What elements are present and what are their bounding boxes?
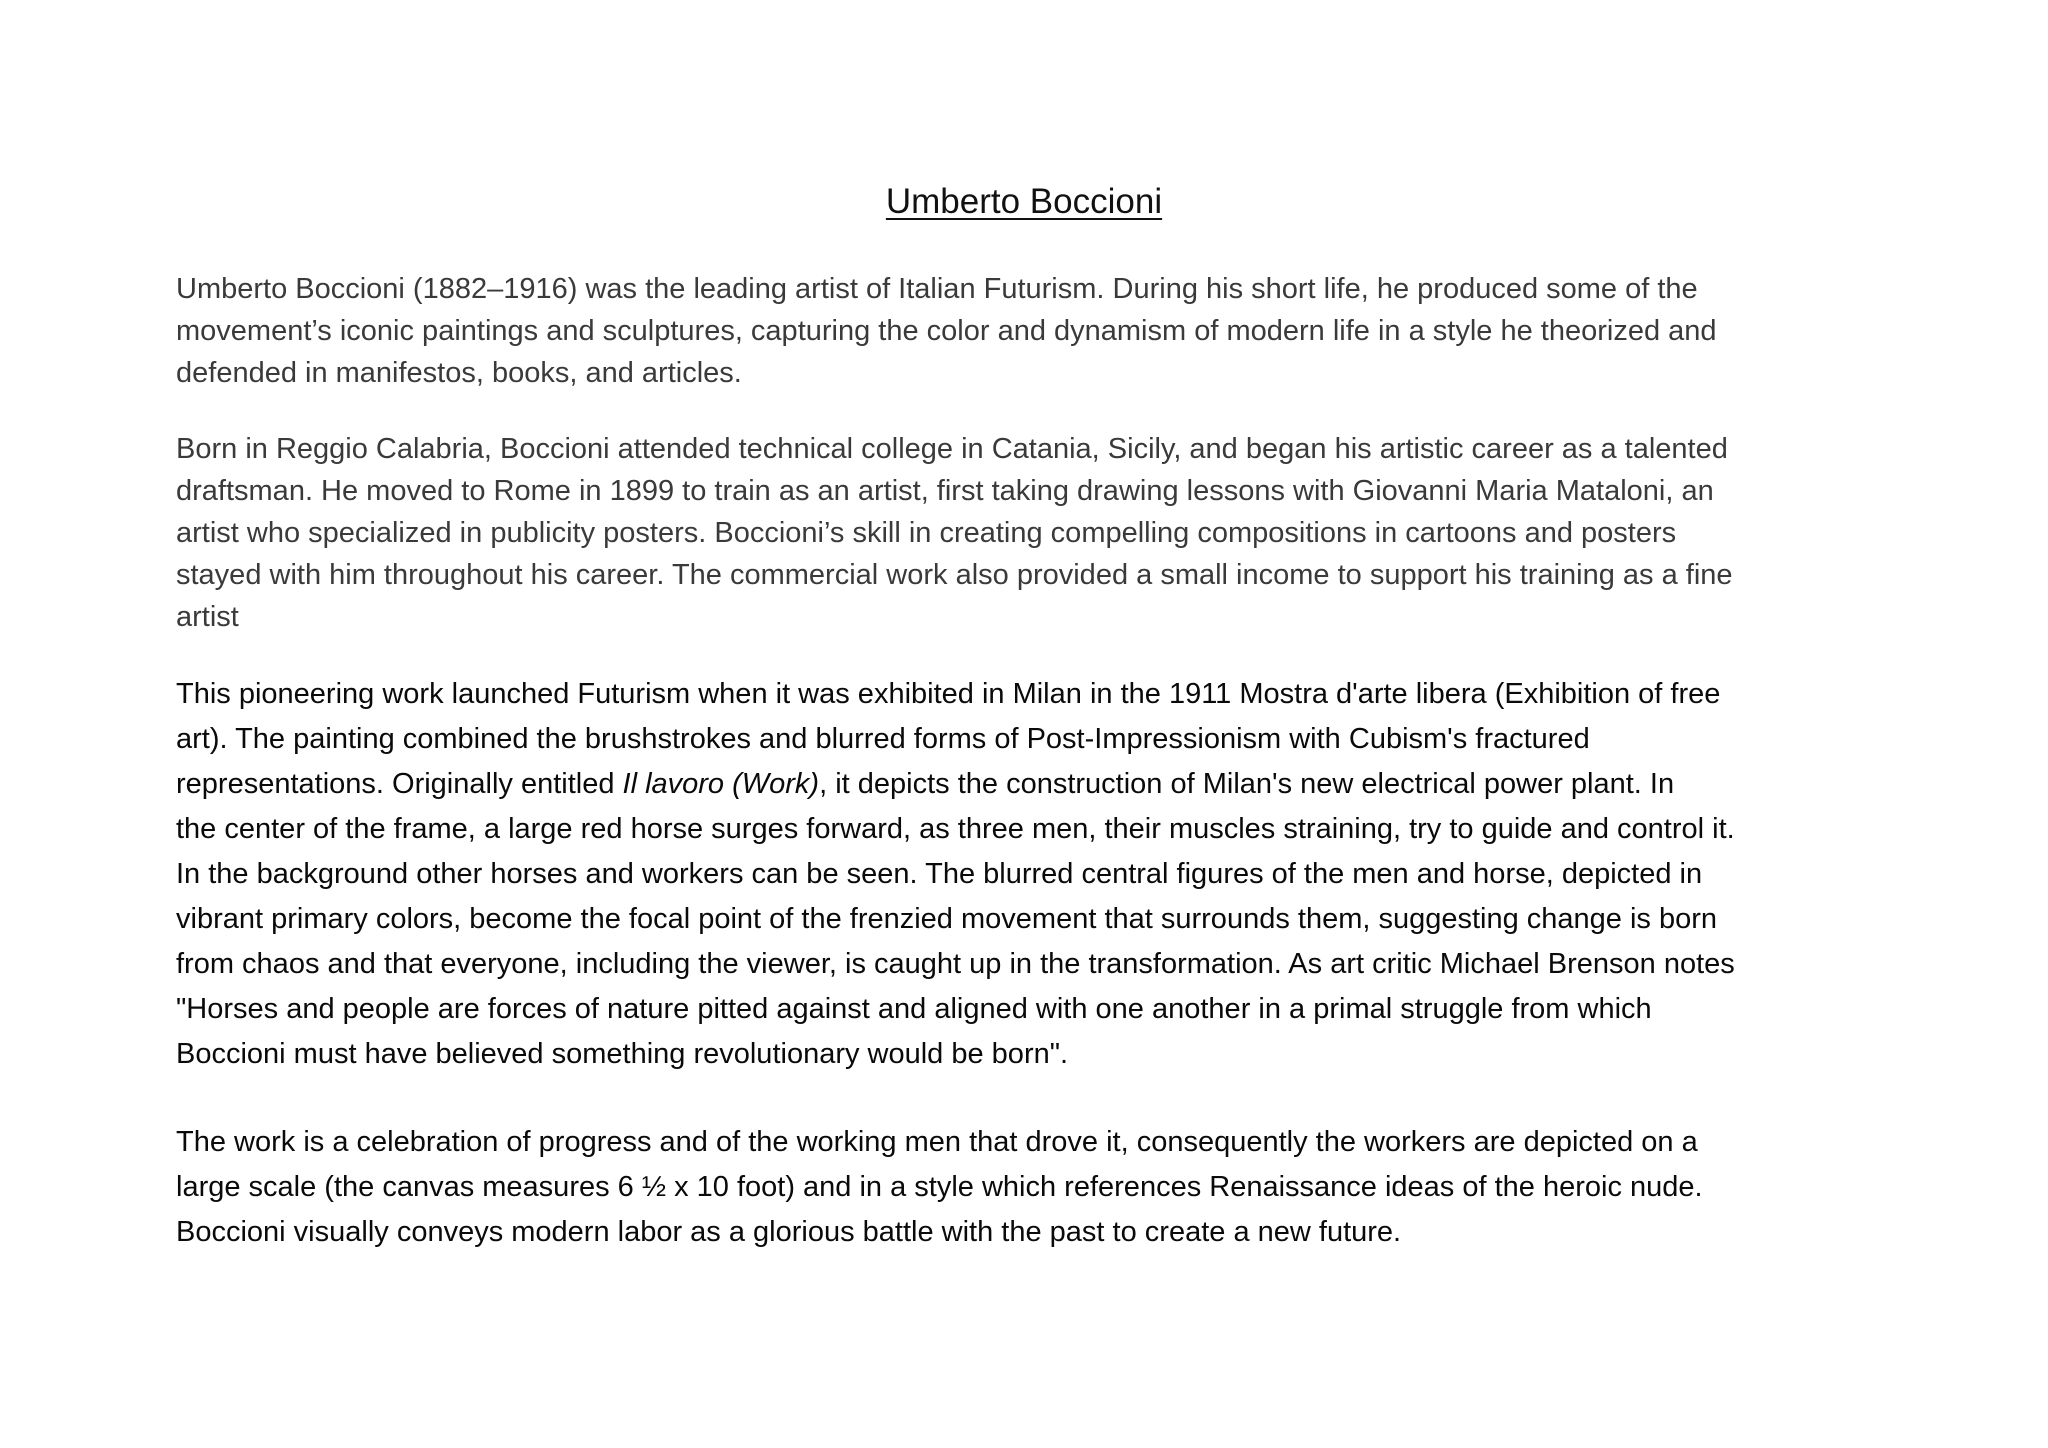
- text-line: artist: [176, 601, 239, 633]
- text-segment: , it depicts the construction of Milan's new electrical power plant. In: [819, 768, 1675, 800]
- text-line: The work is a celebration of progress and of the working men that drove it, consequently the workers are depicted on a: [176, 1126, 1698, 1158]
- text-line: This pioneering work launched Futurism when it was exhibited in Milan in the 1911 Mostra d'arte libera (Exhibition of free: [176, 678, 1721, 710]
- text-line: stayed with him throughout his career. The commercial work also provided a small income to support his training as a fine: [176, 559, 1733, 591]
- paragraph-intro: [176, 268, 1896, 394]
- paragraph-early-life: [176, 428, 1896, 638]
- text-line-with-italic-title: [176, 762, 1896, 807]
- text-line: Born in Reggio Calabria, Boccioni attended technical college in Catania, Sicily, and began his artistic career as a talented: [176, 433, 1728, 465]
- text-line: movement’s iconic paintings and sculptures, capturing the color and dynamism of modern life in a style he theorized and: [176, 315, 1717, 347]
- paragraph-celebration-of-progress: [176, 1120, 1896, 1255]
- page-title-text: Umberto Boccioni: [885, 182, 1163, 221]
- text-line: defended in manifestos, books, and articles.: [176, 357, 742, 389]
- page-title: [0, 178, 2048, 226]
- text-line: draftsman. He moved to Rome in 1899 to train as an artist, first taking drawing lessons with Giovanni Maria Mataloni, an: [176, 475, 1714, 507]
- text-line: Umberto Boccioni (1882–1916) was the leading artist of Italian Futurism. During his short life, he produced some of the: [176, 273, 1698, 305]
- text-line: from chaos and that everyone, including the viewer, is caught up in the transformation. As art critic Michael Brenson notes: [176, 948, 1735, 980]
- text-line: large scale (the canvas measures 6 ½ x 10 foot) and in a style which references Renaissance ideas of the heroic nude.: [176, 1171, 1703, 1203]
- text-line: the center of the frame, a large red horse surges forward, as three men, their muscles straining, try to guide and control it.: [176, 813, 1735, 845]
- text-line: art). The painting combined the brushstrokes and blurred forms of Post-Impressionism with Cubism's fractured: [176, 723, 1590, 755]
- text-line: "Horses and people are forces of nature pitted against and aligned with one another in a primal struggle from which: [176, 993, 1652, 1025]
- paragraph-painting-description: [176, 672, 1896, 1077]
- text-line: Boccioni must have believed something revolutionary would be born".: [176, 1038, 1069, 1070]
- text-segment: representations. Originally entitled: [176, 768, 623, 800]
- text-line: In the background other horses and workers can be seen. The blurred central figures of the men and horse, depicted in: [176, 858, 1703, 890]
- text-line: artist who specialized in publicity posters. Boccioni’s skill in creating compelling compositions in cartoons and posters: [176, 517, 1677, 549]
- text-line: Boccioni visually conveys modern labor as a glorious battle with the past to create a new future.: [176, 1216, 1402, 1248]
- painting-title-italic: Il lavoro (Work): [622, 768, 820, 800]
- text-line: vibrant primary colors, become the focal point of the frenzied movement that surrounds them, suggesting change is born: [176, 903, 1718, 935]
